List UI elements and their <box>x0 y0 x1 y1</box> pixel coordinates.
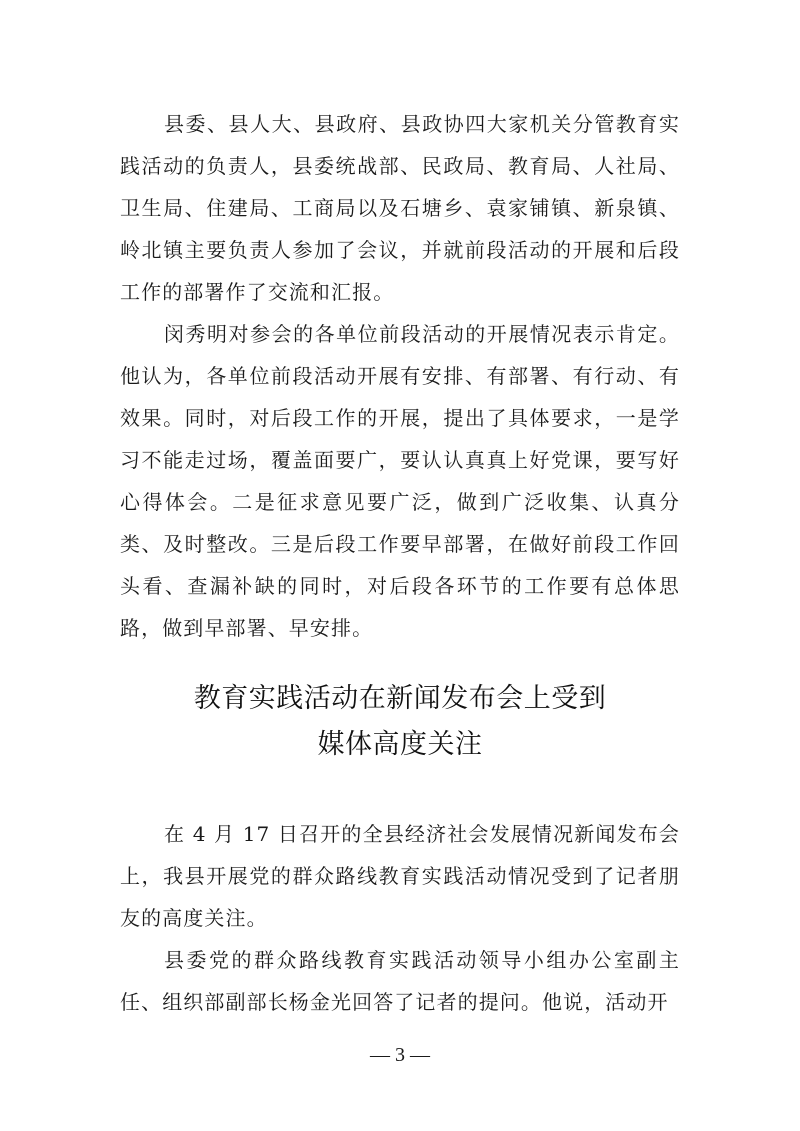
article-2-title <box>100 676 700 768</box>
article-1-paragraph-2: 闵秀明对参会的各单位前段活动的开展情况表示肯定。他认为，各单位前段活动开展有安排、有部署、有行动、有效果。同时，对后段工作的开展，提出了具体要求，一是学习不能走过场，覆盖面要广，要认认真真上好党课，要写好心得体会。二是征求意见要广泛，做到广泛收集、认真分类、及时整改。三是后段工作要早部署，在做好前段工作回头看、查漏补缺的同时，对后段各环节的工作要有总体思路，做到早部署、早安排。 <box>120 322 680 640</box>
article-1-body <box>120 103 680 649</box>
article-1-paragraph-1: 县委、县人大、县政府、县政协四大家机关分管教育实践活动的负责人，县委统战部、民政局、教育局、人社局、卫生局、住建局、工商局以及石塘乡、袁家铺镇、新泉镇、岭北镇主要负责人参加了会议，并就前段活动的开展和后段工作的部署作了交流和汇报。 <box>120 112 680 304</box>
article-2-title-line-2: 媒体高度关注 <box>317 729 483 760</box>
page-number: — 3 — <box>370 1044 430 1066</box>
article-2-body <box>120 813 680 1023</box>
article-2-title-line-1: 教育实践活动在新闻发布会上受到 <box>193 683 607 714</box>
article-2-paragraph-2: 县委党的群众路线教育实践活动领导小组办公室副主任、组织部副部长杨金光回答了记者的提问。他说，活动开 <box>120 948 680 1014</box>
article-2-paragraph-1: 在 4 月 17 日召开的全县经济社会发展情况新闻发布会上，我县开展党的群众路线教育实践活动情况受到了记者朋友的高度关注。 <box>120 822 680 930</box>
